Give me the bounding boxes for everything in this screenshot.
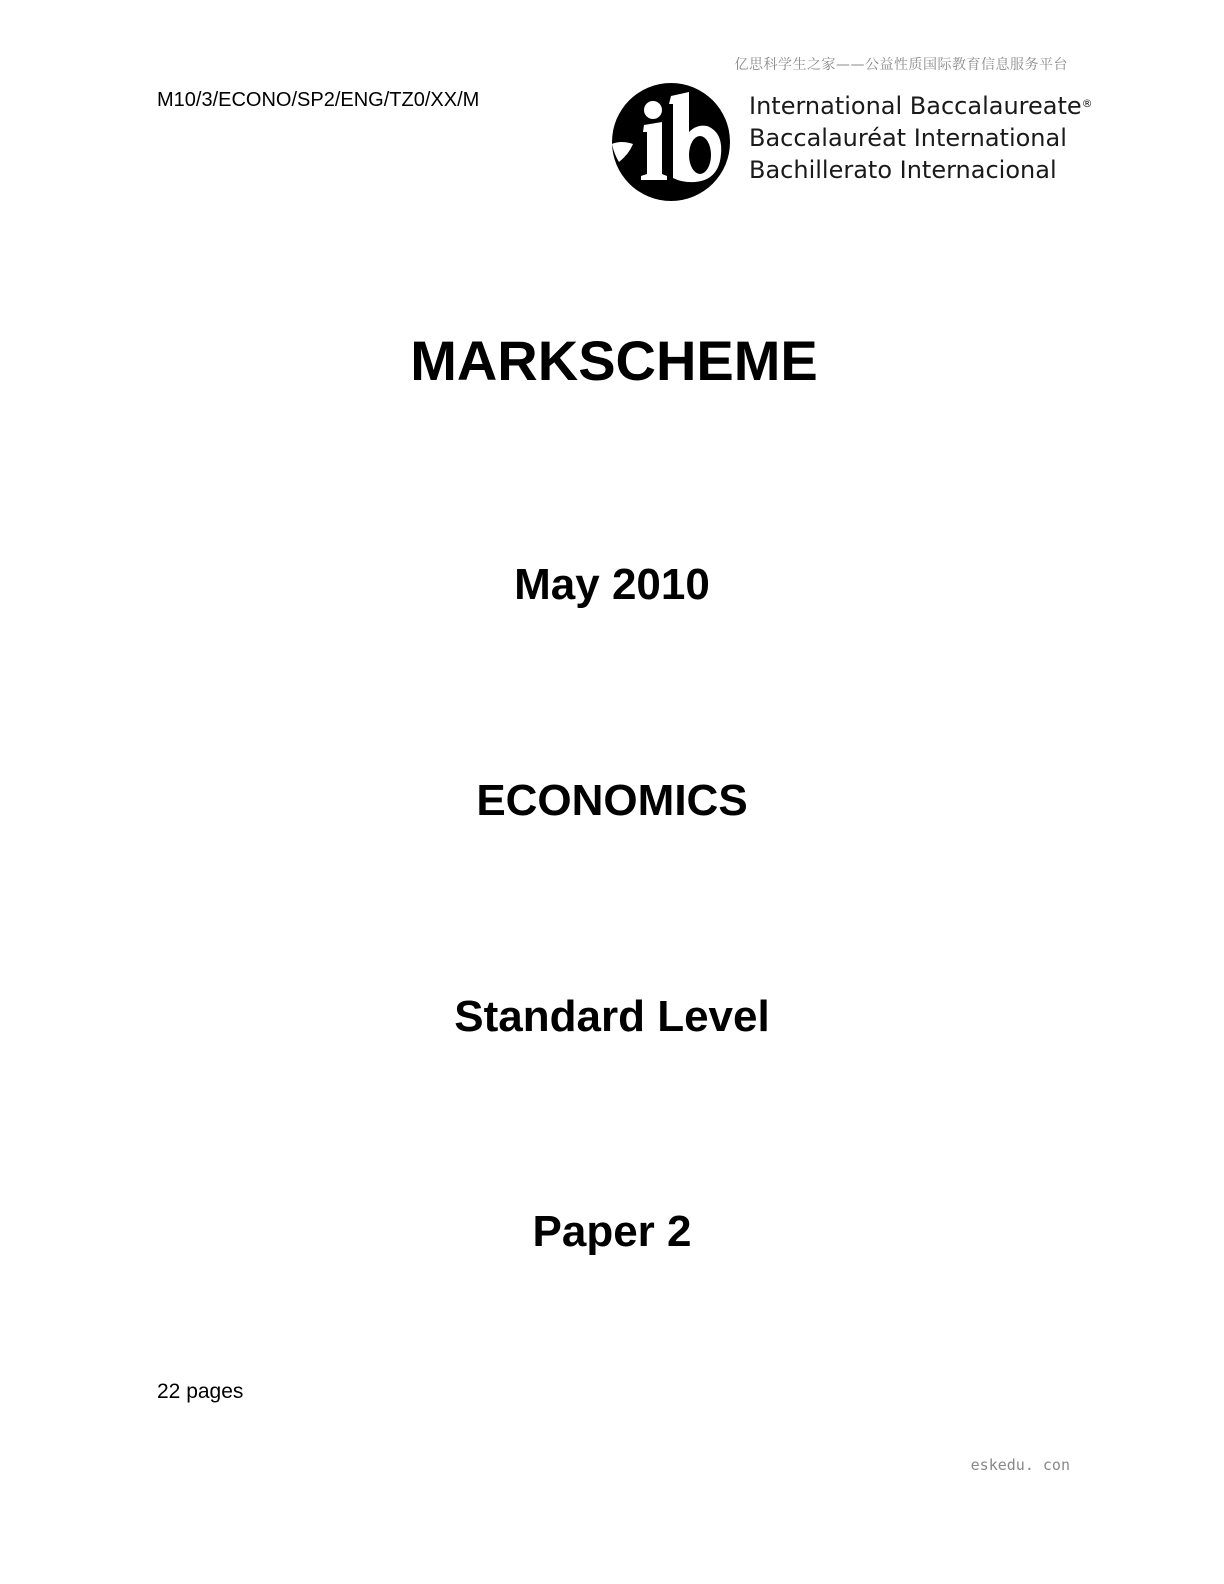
page-count: 22 pages	[157, 1380, 244, 1403]
paper-title: Paper 2	[532, 1207, 692, 1256]
level-title: Standard Level	[454, 992, 770, 1041]
exam-date: May 2010	[514, 560, 710, 609]
subject-title: ECONOMICS	[476, 776, 748, 825]
document-code: M10/3/ECONO/SP2/ENG/TZ0/XX/M	[157, 89, 480, 111]
logo-line-spanish: Bachillerato Internacional	[749, 156, 1057, 184]
watermark-top: 亿思科学生之家——公益性质国际教育信息服务平台	[734, 57, 1068, 73]
watermark-bottom: eskedu. con	[970, 1456, 1070, 1474]
logo-line-english: International Baccalaureate®	[749, 92, 1093, 120]
logo-line-french: Baccalauréat International	[749, 124, 1067, 152]
ib-logo-text	[749, 90, 1093, 186]
ib-logo	[611, 82, 1093, 204]
ib-logo-icon	[611, 82, 731, 202]
registered-mark: ®	[1081, 97, 1093, 110]
markscheme-title: MARKSCHEME	[410, 329, 818, 392]
